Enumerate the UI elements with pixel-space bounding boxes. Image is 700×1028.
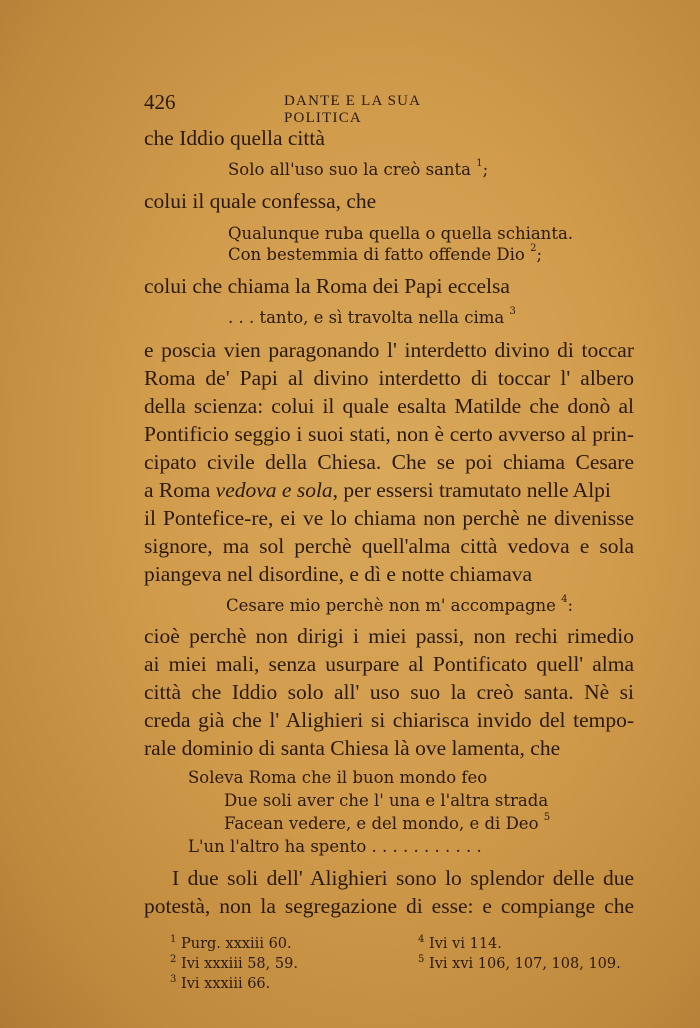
text-line: Pontificio seggio i suoi stati, non è certo avverso al prin- — [144, 422, 634, 446]
verse-line: L'un l'altro ha spento . . . . . . . . . . . — [188, 837, 482, 856]
footnote: $^4$ Ivi vi 114. — [418, 934, 502, 952]
page-number: 426 — [144, 90, 176, 114]
text-line: città che Iddio solo all' uso suo la creò santa. Nè si — [144, 680, 634, 704]
page-header — [144, 90, 500, 126]
text-line: il Pontefice-re, ei ve lo chiama non perchè ne divenisse — [144, 506, 634, 530]
verse-line: Qualunque ruba quella o quella schianta. — [228, 224, 574, 243]
footnote: $^2$ Ivi xxxiii 58, 59. — [170, 954, 298, 972]
text-line: rale dominio di santa Chiesa là ove lamenta, che — [144, 736, 561, 760]
text-line: colui il quale confessa, che — [144, 189, 377, 213]
text-line: che Iddio quella città — [144, 126, 325, 150]
text-line: cioè perchè non dirigi i miei passi, non rechi rimedio — [144, 624, 634, 648]
italic-phrase: vedova e sola — [215, 478, 333, 502]
text-line: signore, ma sol perchè quell'alma città vedova e sola — [144, 534, 634, 558]
footnote-marker: 1 — [476, 158, 483, 169]
verse-line: . . . tanto, e sì travolta nella cima $^3$ — [228, 306, 516, 327]
text-line: I due soli dell' Alighieri sono lo splendor delle due — [172, 866, 634, 890]
text-line: della scienza: colui il quale esalta Matilde che donò al — [144, 394, 634, 418]
text-line: ai miei mali, senza usurpare al Pontificato quell' alma — [144, 652, 634, 676]
text-line: piangeva nel disordine, e dì e notte chiamava — [144, 562, 533, 586]
text-line: cipato civile della Chiesa. Che se poi chiama Cesare — [144, 450, 634, 474]
verse-line: Soleva Roma che il buon mondo feo — [188, 768, 488, 787]
text-line: colui che chiama la Roma dei Papi eccelsa — [144, 274, 510, 298]
footnote-marker: 2 — [530, 243, 537, 254]
footnote: $^3$ Ivi xxxiii 66. — [170, 974, 271, 992]
verse-line: Solo all'uso suo la creò santa $^1$; — [228, 158, 489, 179]
running-title: DANTE E LA SUA POLITICA — [284, 93, 421, 126]
text-line: a Roma vedova e sola, per essersi tramutato nelle Alpi — [144, 478, 611, 502]
verse-line: Due soli aver che l' una e l'altra strada — [224, 791, 549, 810]
verse-line: Facean vedere, e del mondo, e di Deo $^5$ — [224, 812, 551, 833]
footnote-marker: 5 — [543, 812, 551, 823]
footnote: $^5$ Ivi xvi 106, 107, 108, 109. — [418, 954, 621, 972]
text-line: e poscia vien paragonando l' interdetto divino di toccar — [144, 338, 634, 362]
verse-line: Con bestemmia di fatto offende Dio $^2$; — [228, 243, 542, 264]
verse-line: Cesare mio perchè non m' accompagne $^4$: — [226, 594, 574, 615]
text-line: creda già che l' Alighieri si chiarisca invido del tempo- — [144, 708, 634, 732]
text-line: Roma de' Papi al divino interdetto di toccar l' albero — [144, 366, 634, 390]
footnote-marker: 3 — [509, 306, 516, 317]
footnote: $^1$ Purg. xxxiii 60. — [170, 934, 292, 952]
footnote-marker: 4 — [561, 594, 568, 605]
text-line: potestà, non la segregazione di esse: e compiange che — [144, 894, 634, 918]
